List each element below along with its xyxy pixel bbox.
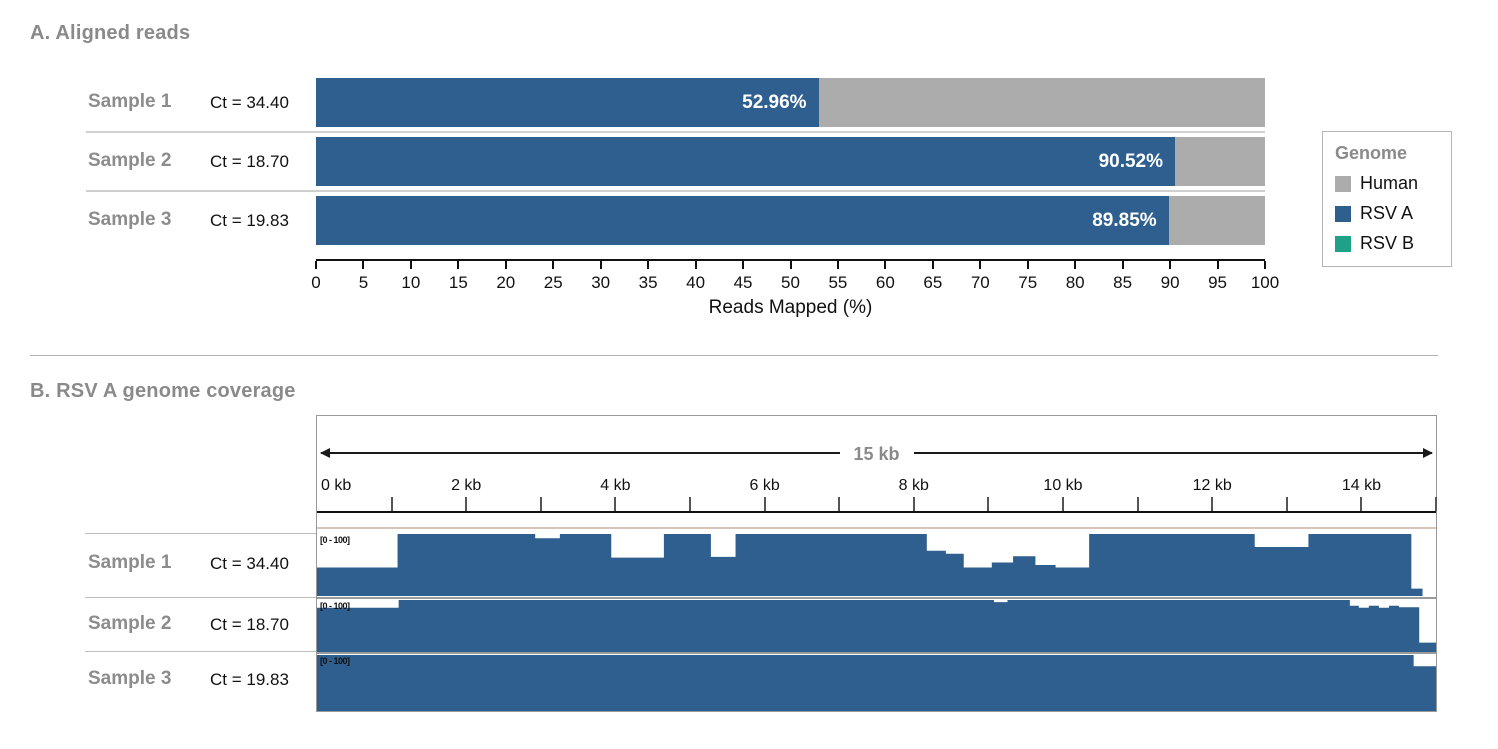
ct-label: Ct = 19.83 [210,211,289,230]
axis-tick-label: 80 [1065,273,1085,292]
ruler-tick [465,497,467,511]
track-separator-pink [317,527,1436,529]
axis-tick [1074,261,1076,269]
ruler-tick [1137,497,1139,511]
ruler-label: 14 kb [1341,477,1381,494]
rsv-a-segment [316,78,819,127]
track-separator [317,652,1436,654]
genome-legend [1322,131,1452,267]
data-range-label: [0 - 100] [320,601,350,611]
sample-label: Sample 3 [88,668,172,689]
percent-label: 90.52% [1098,150,1164,172]
axis-tick-label: 20 [496,273,516,292]
row-separator [86,131,1265,133]
ruler-tick [1211,497,1213,511]
axis-tick-label: 15 [448,273,468,292]
legend-label: Human [1360,173,1419,193]
axis-tick-label: 45 [733,273,753,292]
axis-tick-label: 40 [686,273,706,292]
axis-tick [647,261,649,269]
axis-tick [1264,261,1266,269]
data-range-label: [0 - 100] [320,535,350,545]
ruler-tick [764,497,766,511]
coverage-area [317,655,1436,711]
ct-label: Ct = 18.70 [210,615,289,634]
arrowhead-right-icon [1423,448,1433,458]
axis-tick [457,261,459,269]
ruler-tick [1062,497,1064,511]
human-swatch [1335,176,1351,192]
rsv-a-swatch [1335,206,1351,222]
axis-tick [1169,261,1171,269]
panel-a-title: A. Aligned reads [30,22,191,44]
axis-tick-label: 60 [875,273,895,292]
ruler-label: 4 kb [600,477,631,494]
bar-row-sample-3 [0,196,1498,245]
axis-tick-label: 65 [923,273,943,292]
axis-tick [932,261,934,269]
row-separator [85,651,316,652]
row-separator [85,597,316,598]
axis-tick [837,261,839,269]
stacked-bar [316,196,1265,245]
ruler-label: 12 kb [1192,477,1232,494]
axis-tick [410,261,412,269]
axis-tick-label: 30 [591,273,611,292]
ruler-tick [689,497,691,511]
stacked-bar [316,137,1265,186]
percent-label: 89.85% [1092,209,1157,231]
axis-tick-label: 85 [1113,273,1133,292]
axis-tick-label: 90 [1160,273,1180,292]
rsv-b-swatch [1335,236,1351,252]
axis-tick-label: 100 [1250,273,1280,292]
stacked-bar [316,78,1265,127]
arrowhead-left-icon [320,448,330,458]
sample-label: Sample 1 [88,552,172,573]
axis-tick-label: 0 [311,273,321,292]
ruler-line [317,511,1436,513]
row-separator [86,190,1265,192]
axis-tick-label: 50 [781,273,800,292]
legend-title: Genome [1335,143,1408,163]
axis-tick [695,261,697,269]
rsv-a-segment [316,196,1169,245]
coverage-track-sample-3 [317,655,1436,711]
coverage-track-sample-1 [317,534,1436,596]
legend-label: RSV A [1360,203,1414,223]
axis-tick [552,261,554,269]
ruler-tick [913,497,915,511]
axis-tick-label: 25 [543,273,563,292]
data-range-label: [0 - 100] [320,656,350,666]
axis-tick-label: 75 [1018,273,1038,292]
coverage-area [317,600,1436,652]
sample-label: Sample 2 [88,150,172,171]
ruler-tick [391,497,393,511]
genome-span-label: 15 kb [839,444,913,465]
axis-tick-label: 10 [401,273,421,292]
axis-tick [979,261,981,269]
panel-b-title: B. RSV A genome coverage [30,380,296,402]
ruler-label: 2 kb [451,477,482,494]
ruler-tick [540,497,542,511]
ruler-tick [987,497,989,511]
ct-label: Ct = 34.40 [210,93,289,112]
sample-label: Sample 1 [88,91,172,112]
sample-label: Sample 3 [88,209,172,230]
coverage-track-sample-2 [317,600,1436,652]
axis-tick [1027,261,1029,269]
sample-label: Sample 2 [88,613,172,634]
axis-tick [1122,261,1124,269]
axis-tick [1217,261,1219,269]
ct-label: Ct = 34.40 [210,554,289,573]
axis-tick [362,261,364,269]
ruler-tick [1360,497,1362,511]
ruler-tick [1435,497,1437,511]
legend-label: RSV B [1360,233,1415,253]
axis-tick-label: 70 [970,273,990,292]
axis-tick [884,261,886,269]
row-separator [85,533,316,534]
track-separator [317,597,1436,599]
axis-tick [505,261,507,269]
ruler-label: 10 kb [1043,477,1083,494]
ruler-tick [614,497,616,511]
ruler-label: 8 kb [898,477,929,494]
legend-item-human [1335,173,1439,194]
rsv-a-segment [316,137,1175,186]
percent-label: 52.96% [742,91,807,113]
axis-title: Reads Mapped (%) [708,297,873,318]
legend-item-rsv-a [1335,203,1439,224]
axis-tick-label: 95 [1208,273,1228,292]
axis-tick [742,261,744,269]
axis-tick [315,261,317,269]
ruler-label: 0 kb [321,477,352,494]
legend-item-rsv-b [1335,233,1439,254]
coverage-panel [316,415,1437,712]
axis-tick [600,261,602,269]
coverage-area [317,534,1436,596]
panel-divider [30,355,1438,356]
ruler-tick [1286,497,1288,511]
axis-tick-label: 35 [638,273,658,292]
ct-label: Ct = 19.83 [210,670,289,689]
ruler-tick [838,497,840,511]
axis-tick-label: 55 [828,273,848,292]
bar-row-sample-2 [0,137,1498,186]
ct-label: Ct = 18.70 [210,152,289,171]
ruler-label: 6 kb [749,477,780,494]
axis-tick [790,261,792,269]
axis-tick-label: 5 [358,273,369,292]
bar-row-sample-1 [0,78,1498,127]
